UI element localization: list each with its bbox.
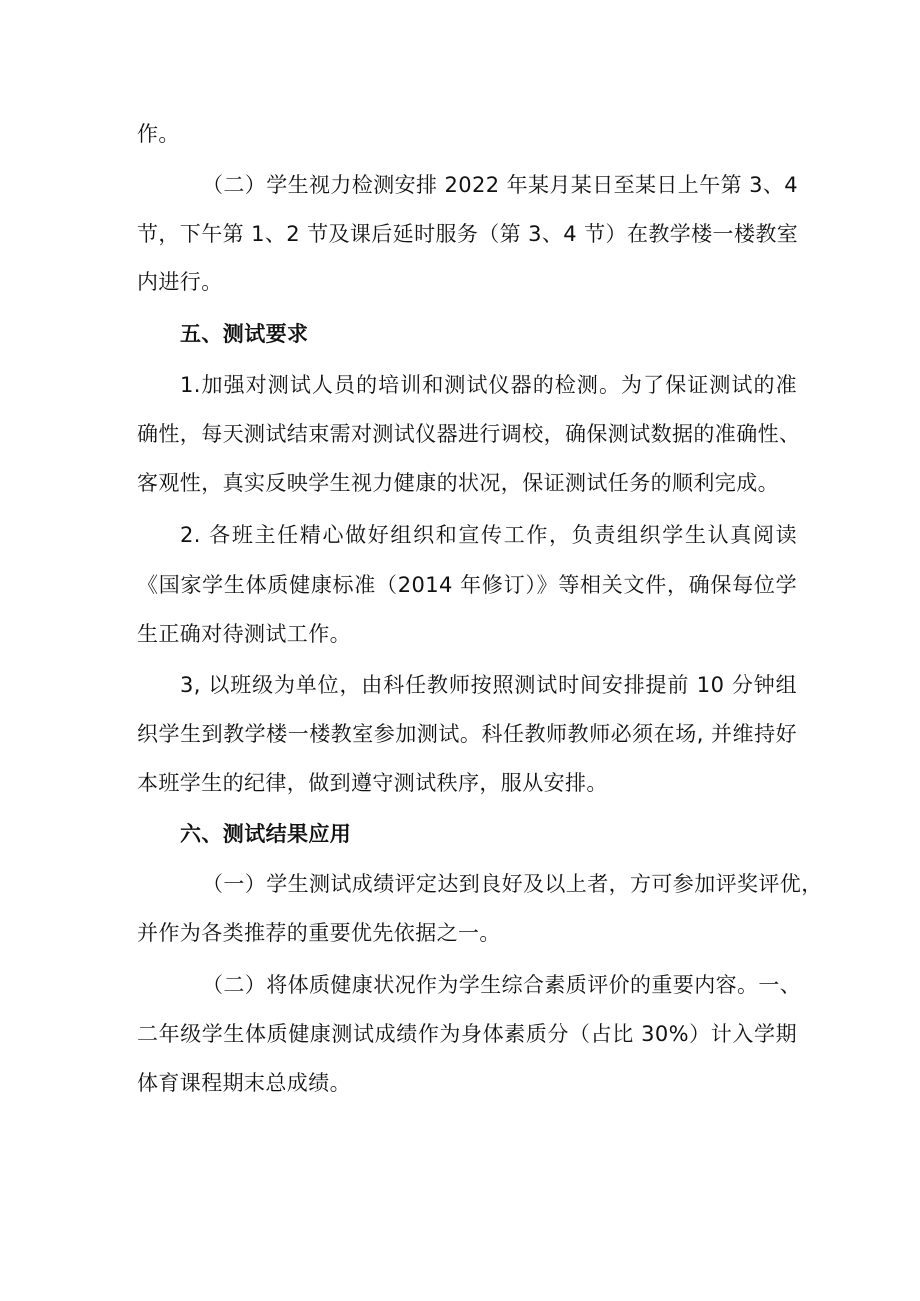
text-line-13: 织学生到教学楼一楼教室参加测试。科任教师教师必须在场, 并维持好 bbox=[137, 722, 797, 746]
text-line-20: 体育课程期末总成绩。 bbox=[137, 1071, 351, 1095]
text-line-2: （二）学生视力检测安排 2022 年某月某日至某日上午第 3、4 bbox=[202, 173, 798, 197]
text-line-4: 内进行。 bbox=[137, 270, 223, 294]
section-heading-5: 五、测试要求 bbox=[180, 322, 309, 346]
text-line-1: 作。 bbox=[137, 122, 180, 146]
text-line-18: （二）将体质健康状况作为学生综合素质评价的重要内容。一、 bbox=[202, 973, 802, 997]
text-line-10: 《国家学生体质健康标准（2014 年修订）》等相关文件，确保每位学 bbox=[137, 573, 797, 597]
section-heading-6: 六、测试结果应用 bbox=[180, 822, 352, 846]
text-line-6: 1.加强对测试人员的培训和测试仪器的检测。为了保证测试的准 bbox=[180, 373, 797, 397]
text-line-8: 客观性，真实反映学生视力健康的状况，保证测试任务的顺利完成。 bbox=[137, 471, 779, 495]
text-line-19: 二年级学生体质健康测试成绩作为身体素质分（占比 30%）计入学期 bbox=[137, 1022, 797, 1046]
text-line-3: 节，下午第 1、2 节及课后延时服务（第 3、4 节）在教学楼一楼教室 bbox=[137, 222, 799, 246]
text-line-17: 并作为各类推荐的重要优先依据之一。 bbox=[137, 921, 501, 945]
text-line-7: 确性，每天测试结束需对测试仪器进行调校，确保测试数据的准确性、 bbox=[137, 422, 801, 446]
text-line-9: 2. 各班主任精心做好组织和宣传工作，负责组织学生认真阅读 bbox=[180, 523, 797, 547]
text-line-16: （一）学生测试成绩评定达到良好及以上者，方可参加评奖评优， bbox=[202, 872, 823, 896]
text-line-11: 生正确对待测试工作。 bbox=[137, 622, 351, 646]
text-line-14: 本班学生的纪律，做到遵守测试秩序，服从安排。 bbox=[137, 771, 608, 795]
text-line-12: 3, 以班级为单位，由科任教师按照测试时间安排提前 10 分钟组 bbox=[180, 673, 797, 697]
